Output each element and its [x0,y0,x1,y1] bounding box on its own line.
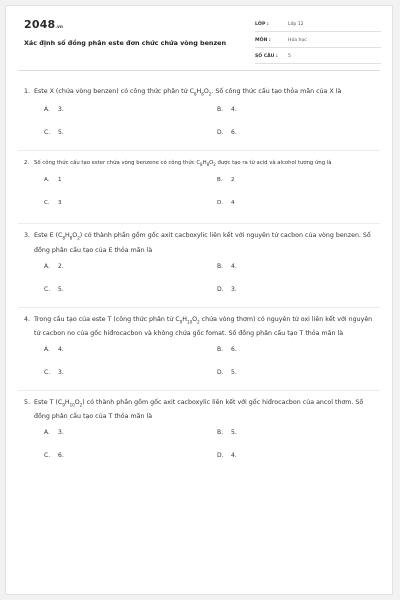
option-key: A. [44,262,50,270]
answer-option[interactable] [217,452,237,459]
question-text-part: O [72,232,78,240]
option-key: A. [44,345,50,353]
question-divider [18,307,380,308]
answer-options [24,100,374,150]
option-value: 6. [231,345,237,353]
answer-option[interactable] [217,263,237,270]
question-text-part: H [64,232,70,240]
formula-subscript: 10 [187,318,193,324]
question-text-part: Trong cấu tạo của este T (công thức phân tử C [34,315,180,323]
option-key: A. [44,429,50,437]
question-text [24,157,374,171]
option-value: 3. [58,368,64,376]
answer-option[interactable] [44,452,64,459]
meta-label: LỚP : [255,22,269,27]
question-list [24,86,374,473]
option-value: 4. [231,262,237,270]
question-text-part: . Số công thức cấu tạo thỏa mãn của X là [211,88,342,95]
answer-options [24,171,374,223]
option-key: B. [217,429,224,437]
option-value: 4. [58,345,64,353]
option-key: C. [44,368,51,376]
formula-subscript: 2 [77,235,80,241]
question-number: 3. [24,232,31,240]
option-key: A. [44,177,50,184]
meta-row-count [255,52,381,64]
question-divider [18,150,380,151]
question-item [24,86,374,150]
question-divider [18,223,380,224]
formula-subscript: 8 [200,162,203,168]
formula-subscript: 10 [69,402,75,408]
meta-value: Hóa học [288,38,307,43]
worksheet-title: Xác định số đồng phân este đơn chức chứa vòng benzen [24,39,227,47]
option-key: C. [44,285,51,293]
formula-subscript: 8 [62,235,65,241]
question-text [24,397,374,423]
question-text-part: chứa vòng thơm) có nguyên tử oxi liên kết với nguyên tử cacbon no của gốc hiđrocacbon và không chứa gốc fomat. Số đồng phân cấu tạo T thỏa mãn là [34,315,373,337]
option-key: B. [217,106,224,114]
formula-subscript: 8 [69,235,73,241]
question-text-part: Este T (C [34,398,63,406]
option-value: 5. [58,285,64,293]
worksheet-meta [255,20,381,68]
option-key: D. [217,129,224,137]
option-key: D. [217,285,224,293]
option-value: 3. [58,429,64,437]
option-key: D. [217,200,223,207]
option-value: 3. [58,106,64,114]
question-text-part: Este E (C [34,232,63,240]
formula-subscript: 2 [208,91,212,97]
formula-subscript: 8 [206,162,210,168]
question-item [24,314,374,390]
answer-option[interactable] [217,177,235,183]
question-number: 1. [24,88,31,95]
question-text-part: O [192,315,198,323]
question-text [24,86,374,100]
question-text-part: ) có thành phần gồm gốc axit cacboxylic liên kết với gốc hiđrocacbon của ancol thơm. Số đồng phân cấu tạo của T thỏa mãn là [34,398,364,421]
option-key: A. [44,106,50,114]
question-item [24,157,374,223]
option-value: 6. [58,452,64,460]
option-key: B. [217,262,224,270]
meta-value: 5 [288,54,291,59]
answer-option[interactable] [44,429,64,436]
answer-options [24,423,374,473]
meta-label: SỐ CÂU : [255,54,278,59]
option-key: C. [44,200,50,207]
question-text-part: H [202,160,207,167]
option-key: D. [217,452,224,460]
option-value: 4. [231,452,237,460]
answer-option[interactable] [217,106,237,113]
answer-option[interactable] [44,263,64,270]
question-text-part: Số công thức cấu tạo ester chứa vòng benzene có công thức C [34,160,201,167]
answer-options [24,340,374,390]
answer-option[interactable] [217,369,237,376]
formula-subscript: 2 [79,402,83,408]
question-text-part: O [74,398,80,406]
meta-label: MÔN : [255,38,271,43]
option-value: 6. [231,129,237,137]
option-key: D. [217,368,224,376]
option-value: 4 [231,200,235,207]
answer-option[interactable] [44,200,62,206]
option-value: 1 [58,177,62,184]
question-number: 2. [24,160,30,167]
answer-option[interactable] [44,106,64,113]
logo-main: 2048 [24,18,56,31]
question-text-part: Este X (chứa vòng benzen) có công thức phân tử C [34,88,194,95]
formula-subscript: 9 [179,318,183,324]
answer-option[interactable] [44,346,64,353]
question-text-part: O [209,160,214,167]
question-text-part: được tạo ra từ acid và alcohol tương ứng là [215,160,332,167]
option-value: 5. [231,429,237,437]
option-value: 5. [231,368,237,376]
option-value: 2. [58,262,64,270]
option-key: B. [217,177,223,184]
question-text [24,230,374,256]
logo-suffix: .vn [55,24,63,29]
answer-option[interactable] [217,346,237,353]
meta-row-class [255,20,381,32]
option-key: C. [44,452,51,460]
question-number: 5. [24,398,31,406]
answer-option[interactable] [217,286,237,293]
question-text-part: H [196,88,202,95]
answer-options [24,257,374,307]
question-item [24,230,374,306]
question-text [24,314,374,340]
question-item [24,397,374,473]
formula-subscript: 2 [197,318,200,324]
answer-option[interactable] [44,177,62,183]
option-key: C. [44,129,51,137]
site-logo[interactable] [24,18,63,31]
option-value: 3. [231,285,237,293]
answer-option[interactable] [44,129,64,136]
option-value: 4. [231,106,237,114]
formula-subscript: 9 [62,402,65,408]
question-text-part: H [64,398,70,406]
question-text-part: O [203,88,209,95]
question-text-part: H [182,315,188,323]
question-divider [18,390,380,391]
formula-subscript: 2 [213,162,216,168]
option-value: 2 [231,177,235,184]
option-key: B. [217,345,224,353]
formula-subscript: 8 [201,91,204,97]
meta-value: Lớp 12 [288,22,304,27]
answer-option[interactable] [217,129,237,136]
answer-option[interactable] [217,200,235,206]
option-value: 5. [58,129,64,137]
answer-option[interactable] [217,429,237,436]
meta-row-subject [255,36,381,48]
formula-subscript: 8 [193,91,197,97]
header-divider [18,70,380,71]
answer-option[interactable] [44,286,64,293]
answer-option[interactable] [44,369,64,376]
question-text-part: ) có thành phần gồm gốc axit cacboxylic liên kết với nguyên tử cacbon của vòng benzen. Số đồng phân cấu tạo của E thỏa mãn là [34,232,371,254]
option-value: 3 [58,200,62,207]
question-number: 4. [24,315,31,323]
worksheet-page [5,5,393,595]
